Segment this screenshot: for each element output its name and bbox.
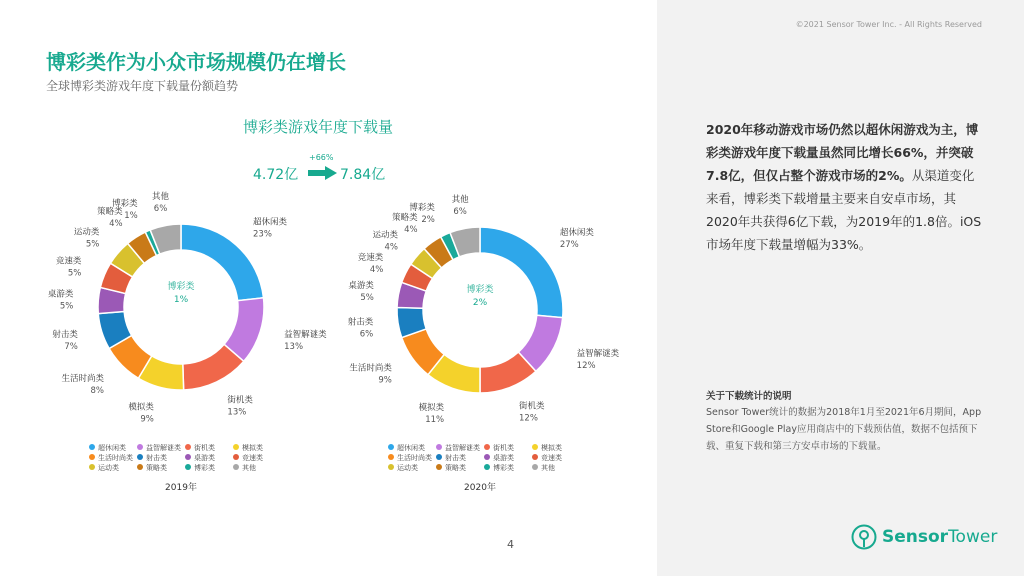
legend-swatch bbox=[484, 444, 490, 450]
slice-category-label: 竞速类 bbox=[357, 252, 384, 263]
body-paragraph bbox=[706, 118, 984, 256]
right-panel bbox=[657, 0, 1024, 576]
legend-swatch bbox=[137, 464, 143, 470]
legend-swatch bbox=[484, 454, 490, 460]
copyright: ©2021 Sensor Tower Inc. - All Rights Reserved bbox=[795, 20, 982, 29]
growth-percent: +66% bbox=[309, 153, 334, 162]
page-subtitle: 全球博彩类游戏年度下载量份额趋势 bbox=[46, 79, 239, 93]
legend-label: 博彩类 bbox=[194, 464, 215, 472]
slice-value-label: 12% bbox=[519, 413, 538, 424]
legend-swatch bbox=[185, 454, 191, 460]
slice-category-label: 策略类 bbox=[97, 207, 123, 218]
legend-swatch bbox=[436, 464, 442, 470]
slice-value-label: 12% bbox=[576, 361, 596, 372]
legend-label: 益智解谜类 bbox=[146, 444, 181, 452]
legend-label: 其他 bbox=[242, 464, 256, 472]
legend-label: 益智解谜类 bbox=[445, 444, 480, 452]
legend-swatch bbox=[89, 454, 95, 460]
center-label: 博彩类 bbox=[466, 285, 494, 295]
slice-value-label: 5% bbox=[85, 239, 100, 250]
slice-value-label: 2% bbox=[421, 214, 435, 225]
legend-label: 射击类 bbox=[146, 454, 167, 462]
note-text: Sensor Tower统计的数据为2018年1月至2021年6月期间，App Store和Google Play应用商店中的下载预估值，数据不包括预下载、重复下载和第三方安卓市场的下载量。 bbox=[706, 407, 982, 452]
legend-swatch bbox=[484, 464, 490, 470]
sensor-tower-logo bbox=[851, 524, 997, 550]
note-title: 关于下载统计的说明 bbox=[706, 391, 792, 402]
legend-label: 运动类 bbox=[397, 464, 418, 472]
legend-label: 博彩类 bbox=[493, 464, 514, 472]
slice-category-label: 桌游类 bbox=[348, 281, 374, 292]
legend-label: 桌游类 bbox=[493, 454, 514, 462]
slice-category-label: 博彩类 bbox=[409, 202, 435, 213]
slice-value-label: 4% bbox=[369, 264, 384, 275]
logo-word-tower: Tower bbox=[948, 527, 998, 547]
slice-value-label: 8% bbox=[90, 385, 105, 396]
legend-label: 竞速类 bbox=[242, 454, 263, 462]
legend-swatch bbox=[436, 454, 442, 460]
downloads-2019: 4.72亿 bbox=[253, 167, 299, 183]
slice-category-label: 竞速类 bbox=[55, 256, 82, 267]
slice-value-label: 7% bbox=[64, 342, 78, 353]
slice-category-label: 超休闲类 bbox=[559, 228, 594, 239]
legend-swatch bbox=[388, 454, 394, 460]
legend-swatch bbox=[532, 444, 538, 450]
legend-swatch bbox=[89, 464, 95, 470]
logo-wordmark bbox=[882, 527, 997, 547]
legend-label: 街机类 bbox=[194, 444, 215, 452]
chart-heading: 博彩类游戏年度下载量 bbox=[243, 118, 394, 136]
slice-category-label: 策略类 bbox=[392, 212, 418, 223]
legend-swatch bbox=[185, 464, 191, 470]
slice-category-label: 超休闲类 bbox=[253, 217, 288, 228]
legend-swatch bbox=[137, 454, 143, 460]
slice-category-label: 其他 bbox=[451, 194, 469, 205]
slice-value-label: 5% bbox=[67, 268, 82, 279]
logo-word-sensor: Sensor bbox=[882, 527, 949, 547]
center-value: 1% bbox=[173, 295, 189, 305]
slice-category-label: 生活时尚类 bbox=[349, 363, 392, 374]
legend-swatch bbox=[185, 444, 191, 450]
slice-category-label: 模拟类 bbox=[128, 402, 154, 413]
slice-category-label: 射击类 bbox=[347, 317, 374, 328]
body-paragraph-bold: 2020年移动游戏市场仍然以超休闲游戏为主，博彩类游戏年度下载量虽然同比增长66%，并突破7.8亿，但仅占整个游戏市场的2%。 bbox=[706, 122, 979, 183]
legend-swatch bbox=[388, 444, 394, 450]
page-title: 博彩类作为小众市场规模仍在增长 bbox=[46, 50, 346, 74]
legend-label: 射击类 bbox=[445, 454, 466, 462]
legend-label: 策略类 bbox=[445, 464, 466, 472]
slice-value-label: 6% bbox=[153, 203, 168, 214]
legend-label: 竞速类 bbox=[541, 454, 562, 462]
slice-value-label: 1% bbox=[124, 211, 138, 222]
legend-swatch bbox=[233, 444, 239, 450]
center-label: 博彩类 bbox=[167, 282, 195, 292]
slice-value-label: 9% bbox=[378, 375, 392, 386]
body-paragraph-normal: 从渠道变化来看，博彩类下载增量主要来自安卓市场，其2020年共获得6亿下载，为2019年的1.8倍。iOS市场年度下载量增幅为33%。 bbox=[706, 168, 982, 252]
slice-value-label: 11% bbox=[425, 414, 445, 425]
slice-value-label: 5% bbox=[360, 293, 374, 304]
legend-label: 策略类 bbox=[146, 464, 167, 472]
slice-value-label: 4% bbox=[109, 219, 123, 230]
legend-swatch bbox=[388, 464, 394, 470]
downloads-2020: 7.84亿 bbox=[340, 167, 386, 183]
legend-swatch bbox=[233, 454, 239, 460]
legend-label: 其他 bbox=[541, 464, 555, 472]
slice-value-label: 9% bbox=[140, 414, 154, 425]
slice-value-label: 4% bbox=[384, 242, 398, 253]
legend-label: 模拟类 bbox=[242, 444, 263, 452]
slice-value-label: 23% bbox=[253, 229, 272, 240]
legend-swatch bbox=[532, 454, 538, 460]
slice-category-label: 模拟类 bbox=[418, 402, 445, 413]
slice-category-label: 运动类 bbox=[73, 227, 100, 238]
legend-label: 超休闲类 bbox=[397, 444, 425, 452]
slice-value-label: 27% bbox=[559, 240, 579, 251]
slice-category-label: 博彩类 bbox=[112, 199, 138, 210]
legend-swatch bbox=[137, 444, 143, 450]
slice-category-label: 街机类 bbox=[519, 401, 545, 412]
slice-value-label: 13% bbox=[227, 407, 247, 418]
slice-value-label: 13% bbox=[284, 342, 304, 353]
legend-swatch bbox=[436, 444, 442, 450]
legend-label: 运动类 bbox=[98, 464, 119, 472]
chart-year-label: 2019年 bbox=[165, 483, 197, 493]
slice-category-label: 运动类 bbox=[372, 230, 398, 241]
legend-label: 生活时尚类 bbox=[98, 454, 133, 462]
legend-swatch bbox=[89, 444, 95, 450]
legend-label: 街机类 bbox=[493, 444, 514, 452]
chart-year-label: 2020年 bbox=[464, 483, 496, 493]
legend-swatch bbox=[532, 464, 538, 470]
slice-value-label: 4% bbox=[404, 224, 418, 235]
slice-category-label: 街机类 bbox=[227, 395, 253, 406]
slice-category-label: 其他 bbox=[152, 191, 170, 202]
legend-swatch bbox=[233, 464, 239, 470]
slice-value-label: 6% bbox=[453, 206, 467, 217]
donut-slice bbox=[480, 227, 563, 318]
center-value: 2% bbox=[472, 298, 488, 308]
legend-label: 桌游类 bbox=[194, 454, 215, 462]
sensor-tower-logo-icon bbox=[851, 524, 877, 550]
slice-value-label: 6% bbox=[359, 329, 374, 340]
slice-category-label: 桌游类 bbox=[47, 289, 74, 300]
slice-value-label: 5% bbox=[59, 301, 74, 312]
slice-category-label: 益智解谜类 bbox=[576, 349, 620, 360]
slice-category-label: 射击类 bbox=[52, 330, 78, 341]
slice-category-label: 生活时尚类 bbox=[61, 373, 105, 384]
legend-label: 生活时尚类 bbox=[397, 454, 432, 462]
legend-label: 模拟类 bbox=[541, 444, 562, 452]
legend-label: 超休闲类 bbox=[98, 444, 126, 452]
page-number: 4 bbox=[507, 538, 514, 551]
slice-category-label: 益智解谜类 bbox=[284, 330, 327, 341]
